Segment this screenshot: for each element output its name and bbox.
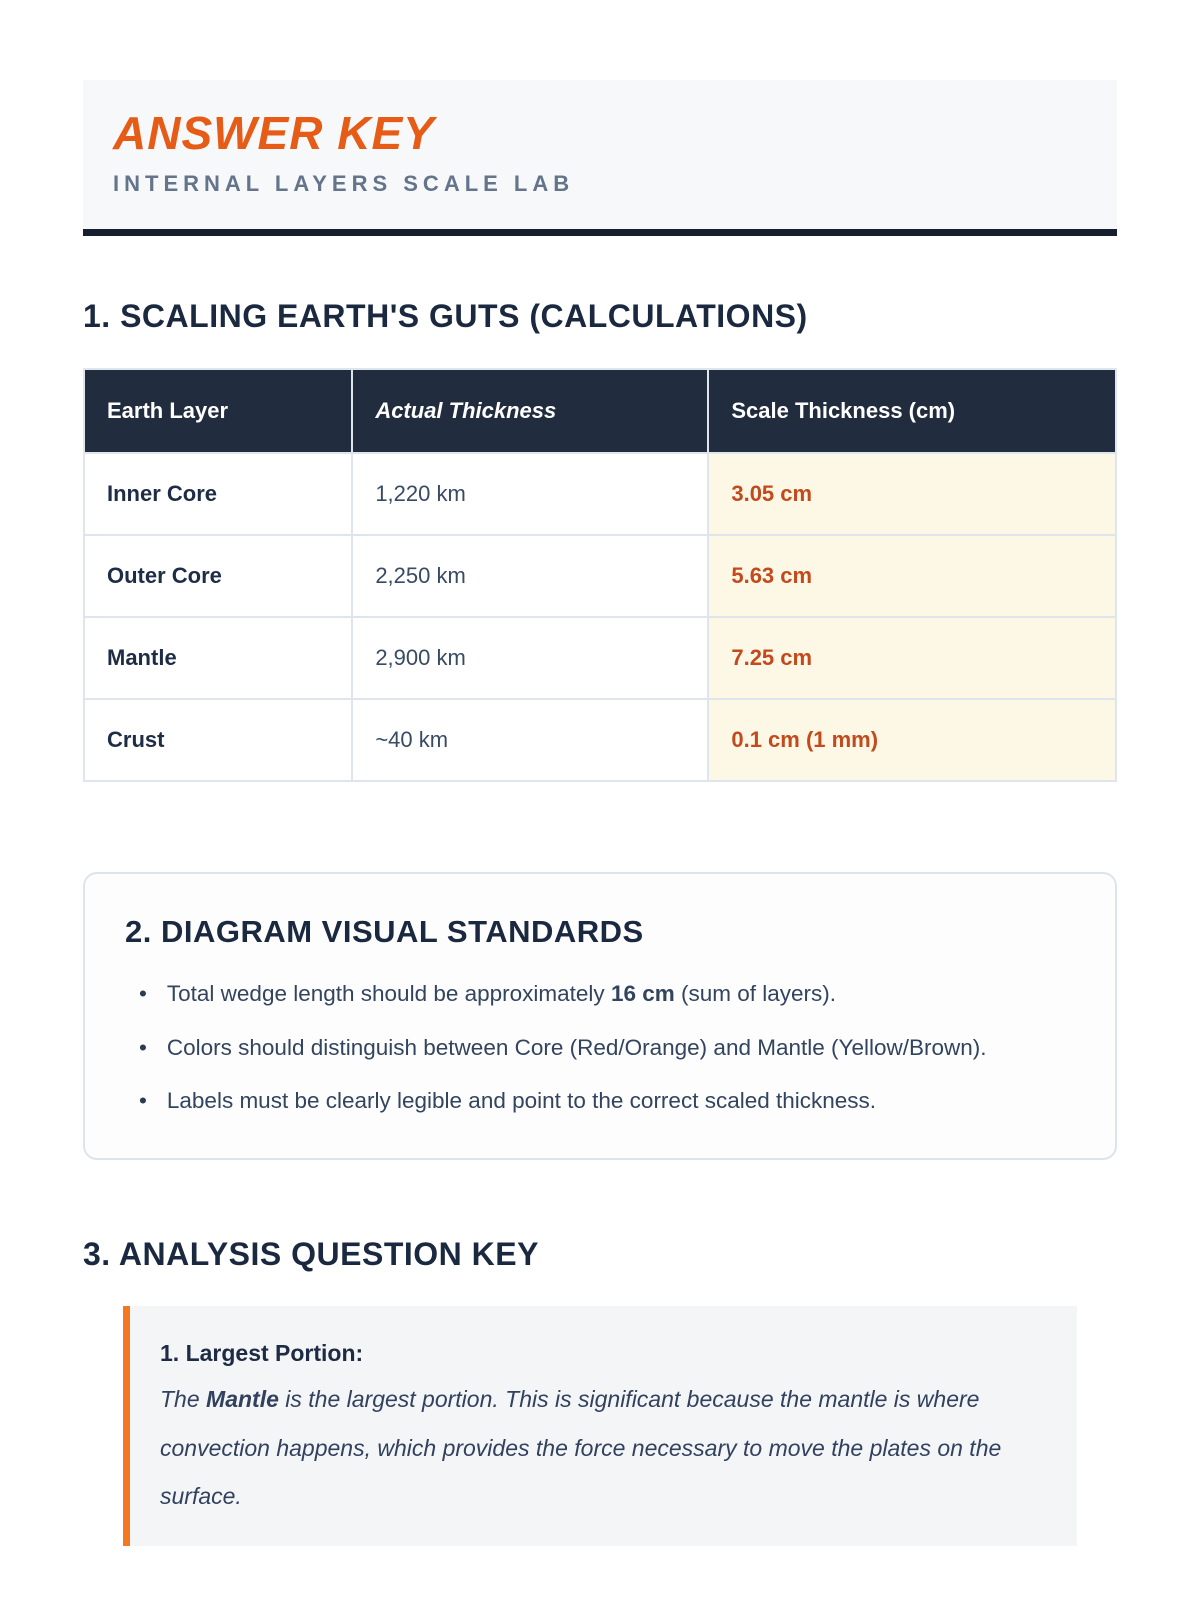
layer-name-cell: Inner Core bbox=[84, 453, 352, 535]
table-row bbox=[84, 617, 1116, 699]
layers-table bbox=[83, 368, 1117, 782]
table-header-row bbox=[84, 369, 1116, 453]
page-title: ANSWER KEY bbox=[113, 107, 435, 159]
answer-text-pre: The bbox=[160, 1386, 207, 1413]
bullet-text: Colors should distinguish between Core (Red/Orange) and Mantle (Yellow/Brown). bbox=[166, 1034, 987, 1060]
layer-name-cell: Crust bbox=[84, 699, 352, 781]
answer-text-bold: Mantle bbox=[206, 1386, 279, 1413]
actual-thickness-cell: 1,220 km bbox=[352, 453, 708, 535]
content-column bbox=[83, 80, 1117, 1546]
column-header-earth-layer: Earth Layer bbox=[84, 369, 352, 453]
answer-quote bbox=[123, 1306, 1077, 1546]
section-3-heading: 3. ANALYSIS QUESTION KEY bbox=[83, 1235, 539, 1272]
bullet-text: (sum of layers). bbox=[674, 981, 837, 1007]
actual-thickness-cell: ~40 km bbox=[352, 699, 708, 781]
scale-thickness-cell: 3.05 cm bbox=[708, 453, 1116, 535]
layer-name-cell: Outer Core bbox=[84, 535, 352, 617]
list-item bbox=[125, 1028, 1075, 1069]
layer-name-cell: Mantle bbox=[84, 617, 352, 699]
list-item bbox=[125, 974, 1075, 1015]
actual-thickness-cell: 2,900 km bbox=[352, 617, 708, 699]
bullet-icon: • bbox=[139, 981, 147, 1007]
bullet-text-bold: 16 cm bbox=[610, 981, 675, 1007]
bullet-icon: • bbox=[139, 1088, 147, 1114]
answer-text bbox=[160, 1375, 1043, 1520]
actual-thickness-cell: 2,250 km bbox=[352, 535, 708, 617]
table-row bbox=[84, 453, 1116, 535]
header-card bbox=[83, 80, 1117, 236]
section-calculations bbox=[83, 298, 1117, 783]
table-row bbox=[84, 535, 1116, 617]
answer-label: 1. Largest Portion: bbox=[160, 1340, 364, 1367]
standards-list bbox=[125, 974, 1075, 1122]
table-row bbox=[84, 699, 1116, 781]
section-visual-standards bbox=[83, 872, 1117, 1159]
bullet-text: Total wedge length should be approximately bbox=[166, 981, 611, 1007]
scale-thickness-cell: 7.25 cm bbox=[708, 617, 1116, 699]
bullet-text: Labels must be clearly legible and point to the correct scaled thickness. bbox=[166, 1088, 877, 1114]
answer-text-post: is the largest portion. This is significant because the mantle is where convection happens, which provides the force necessary to move the plates on the surface. bbox=[160, 1386, 1002, 1509]
bullet-icon: • bbox=[139, 1034, 147, 1060]
section-1-heading: 1. SCALING EARTH'S GUTS (CALCULATIONS) bbox=[83, 297, 808, 334]
section-analysis-key bbox=[83, 1236, 1117, 1547]
column-header-scale-thickness: Scale Thickness (cm) bbox=[708, 369, 1116, 453]
list-item bbox=[125, 1081, 1075, 1122]
scale-thickness-cell: 5.63 cm bbox=[708, 535, 1116, 617]
column-header-actual-thickness: Actual Thickness bbox=[352, 369, 708, 453]
section-2-heading: 2. DIAGRAM VISUAL STANDARDS bbox=[125, 914, 644, 950]
page-subtitle: INTERNAL LAYERS SCALE LAB bbox=[113, 170, 575, 196]
scale-thickness-cell: 0.1 cm (1 mm) bbox=[708, 699, 1116, 781]
